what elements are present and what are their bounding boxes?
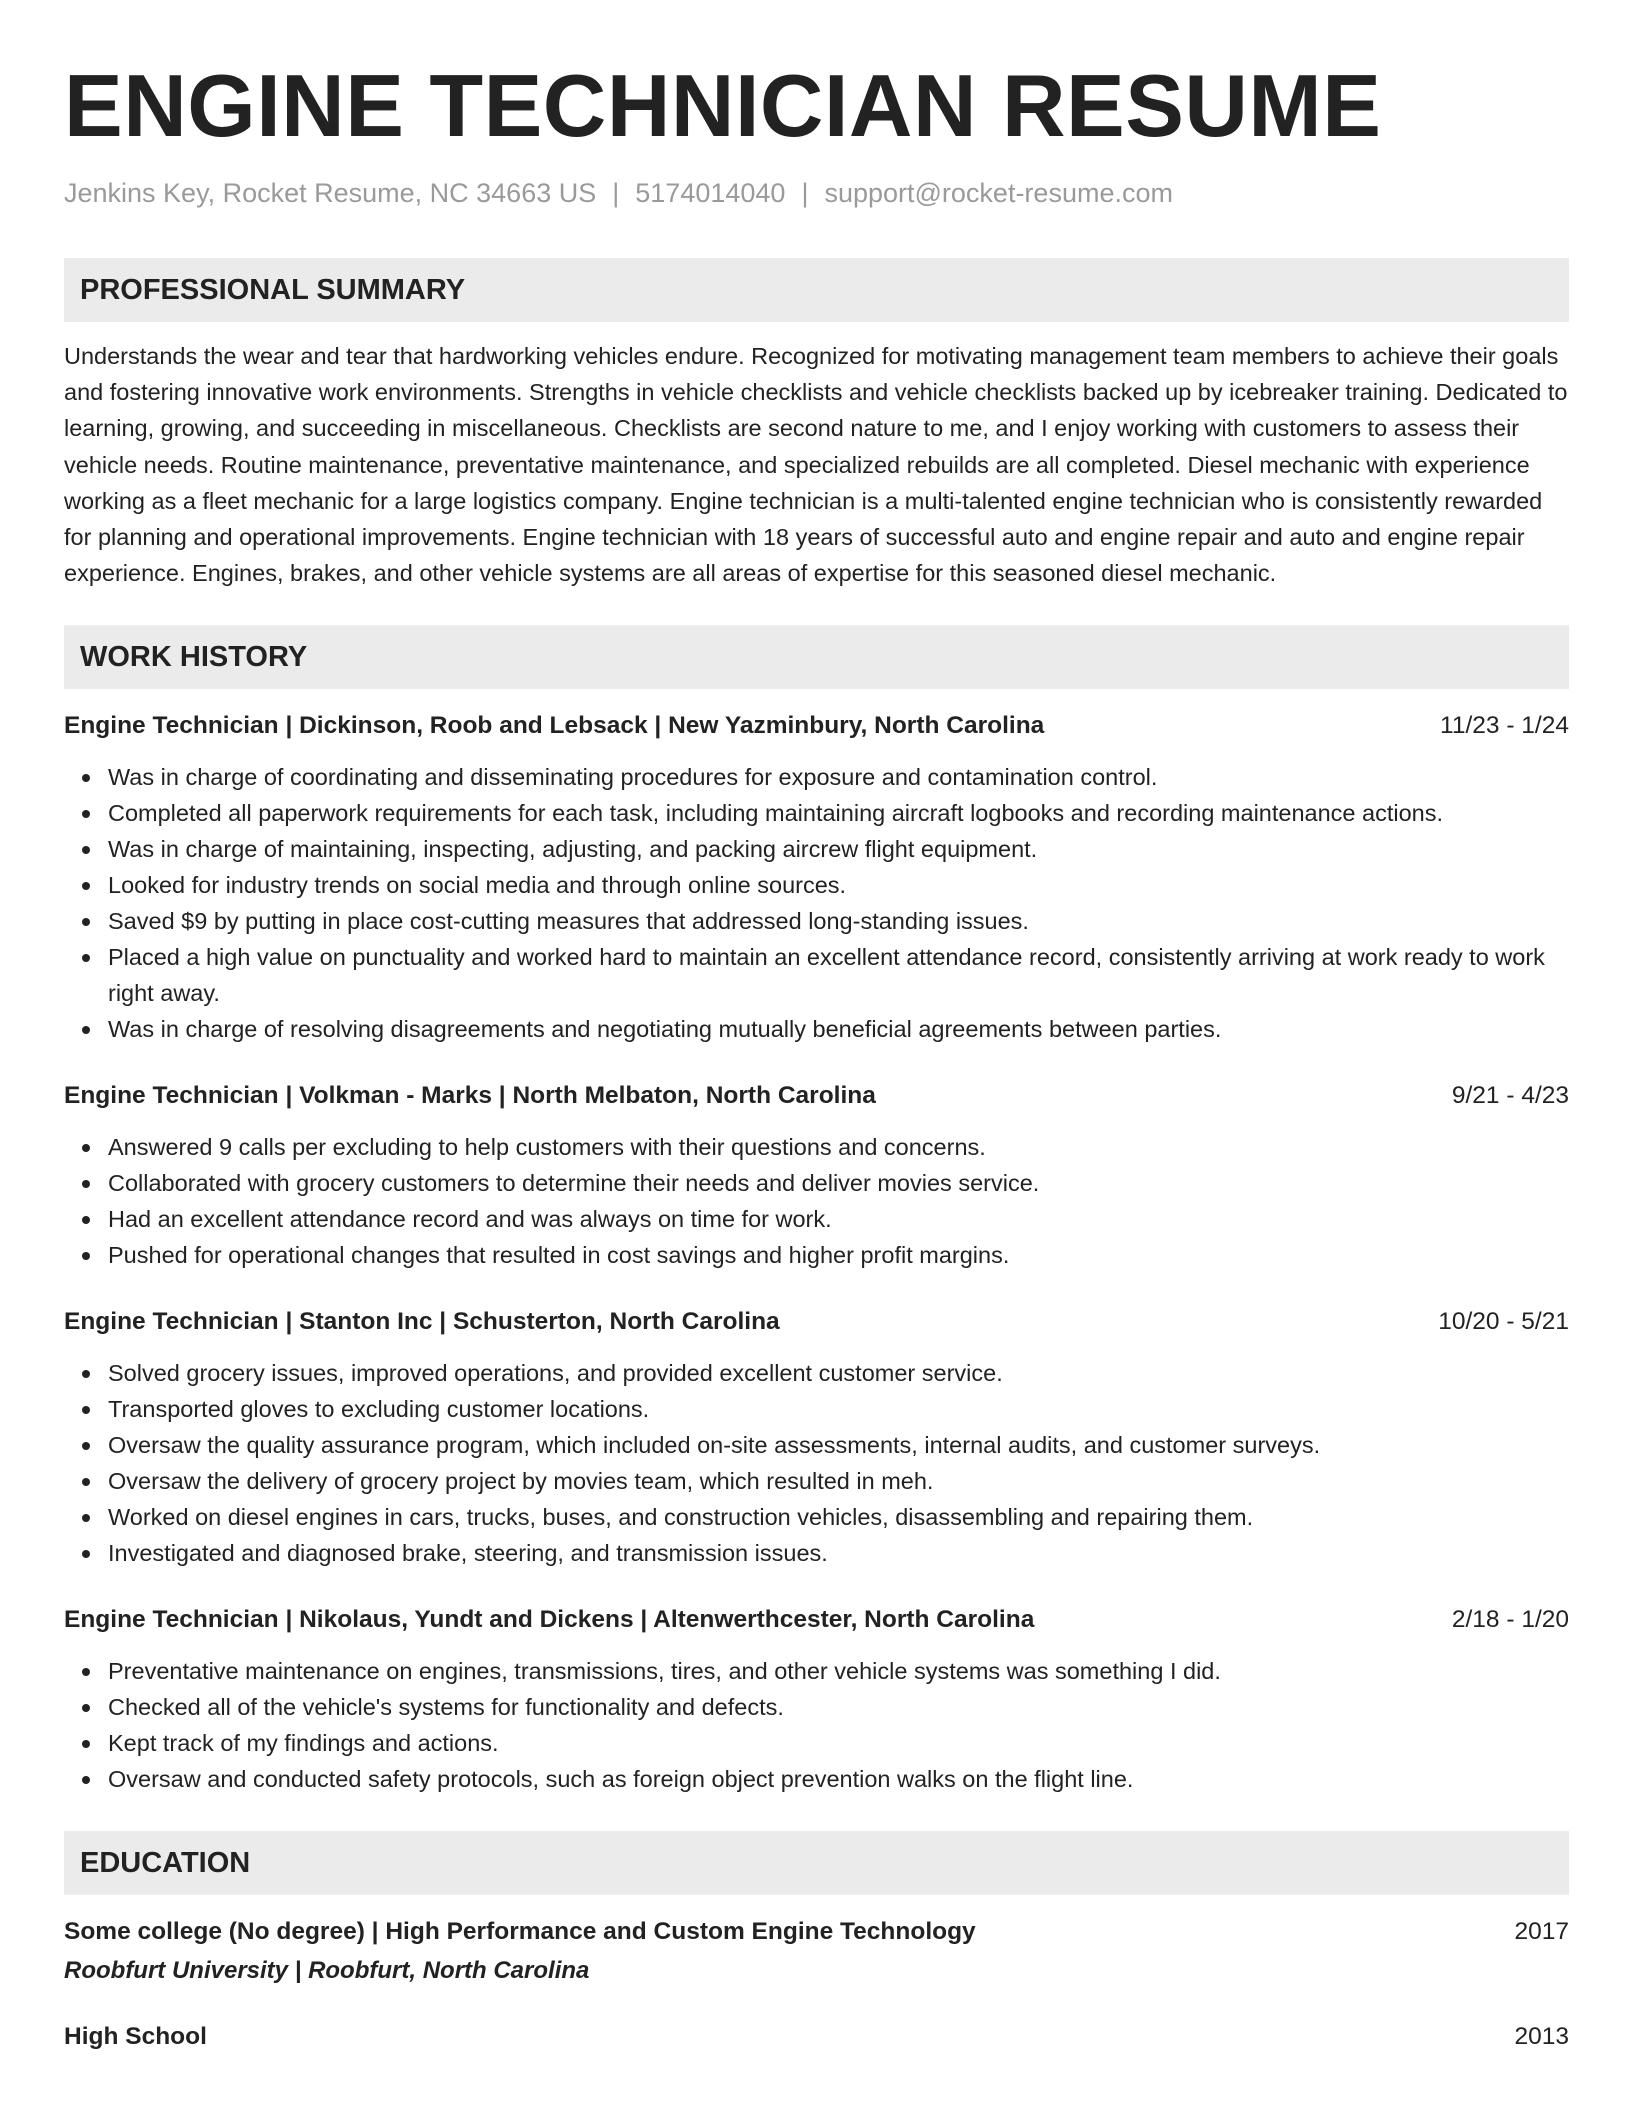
education-entry (64, 1915, 1569, 1988)
job-bullet: Oversaw the delivery of grocery project by movies team, which resulted in meh. (64, 1463, 1569, 1499)
job-bullet: Was in charge of resolving disagreements and negotiating mutually beneficial agreements between parties. (64, 1011, 1569, 1047)
resume-title: ENGINE TECHNICIAN RESUME (64, 56, 1382, 155)
education-school: Roobfurt University | Roobfurt, North Carolina (64, 1957, 590, 1985)
job-entry (64, 709, 1569, 1047)
job-bullet: Transported gloves to excluding customer locations. (64, 1391, 1569, 1427)
job-title: Engine Technician | Dickinson, Roob and Lebsack | New Yazminbury, North Carolina (64, 712, 1045, 740)
job-dates: 2/18 - 1/20 (1451, 1606, 1569, 1634)
contact-line (64, 176, 1569, 210)
job-header (64, 709, 1569, 743)
job-bullet: Worked on diesel engines in cars, trucks, buses, and construction vehicles, disassembling and repairing them. (64, 1499, 1569, 1535)
section-heading-education: EDUCATION (64, 1831, 1569, 1895)
section-heading-summary: PROFESSIONAL SUMMARY (64, 258, 1569, 322)
job-bullet: Was in charge of maintaining, inspecting, adjusting, and packing aircrew flight equipment. (64, 831, 1569, 867)
summary-text: Understands the wear and tear that hardworking vehicles endure. Recognized for motivating management team members to achieve their goals and fostering innovative work environments. Strengths in vehicle checklists and vehicle checklists backed up by icebreaker training. Dedicated to learning, growing, and succeeding in miscellaneous. Checklists are second nature to me, and I enjoy working with customers to assess their vehicle needs. Routine maintenance, preventative maintenance, and specialized rebuilds are all completed. Diesel mechanic with experience working as a fleet mechanic for a large logistics company. Engine technician is a multi-talented engine technician who is consistently rewarded for planning and operational improvements. Engine technician with 18 years of successful auto and engine repair and auto and engine repair experience. Engines, brakes, and other vehicle systems are all areas of expertise for this seasoned diesel mechanic. (64, 343, 1568, 587)
education-title: Some college (No degree) | High Performance and Custom Engine Technology (64, 1918, 976, 1946)
job-bullet: Looked for industry trends on social media and through online sources. (64, 867, 1569, 903)
job-bullet: Collaborated with grocery customers to determine their needs and deliver movies service. (64, 1165, 1569, 1201)
job-bullet: Placed a high value on punctuality and worked hard to maintain an excellent attendance record, consistently arriving at work ready to work right away. (64, 939, 1569, 1011)
job-header (64, 1603, 1569, 1637)
contact-address: Jenkins Key, Rocket Resume, NC 34663 US (64, 178, 597, 208)
contact-separator: | (612, 178, 620, 208)
job-entry (64, 1305, 1569, 1571)
section-heading-work: WORK HISTORY (64, 625, 1569, 689)
job-entry (64, 1079, 1569, 1273)
job-bullet: Kept track of my findings and actions. (64, 1725, 1569, 1761)
job-bullet: Preventative maintenance on engines, transmissions, tires, and other vehicle systems was something I did. (64, 1653, 1569, 1689)
job-bullet: Saved $9 by putting in place cost-cutting measures that addressed long-standing issues. (64, 903, 1569, 939)
education-title: High School (64, 2023, 207, 2051)
job-bullet: Pushed for operational changes that resulted in cost savings and higher profit margins. (64, 1237, 1569, 1273)
education-header (64, 2020, 1569, 2054)
job-bullet: Answered 9 calls per excluding to help customers with their questions and concerns. (64, 1129, 1569, 1165)
job-title: Engine Technician | Volkman - Marks | North Melbaton, North Carolina (64, 1082, 876, 1110)
job-title: Engine Technician | Stanton Inc | Schusterton, North Carolina (64, 1308, 780, 1336)
contact-email: support@rocket-resume.com (824, 178, 1173, 208)
job-header (64, 1079, 1569, 1113)
job-bullet: Oversaw the quality assurance program, which included on-site assessments, internal audits, and customer surveys. (64, 1427, 1569, 1463)
job-dates: 10/20 - 5/21 (1438, 1308, 1569, 1336)
job-dates: 9/21 - 4/23 (1451, 1082, 1569, 1110)
job-dates: 11/23 - 1/24 (1440, 712, 1569, 740)
job-bullets (64, 1129, 1569, 1273)
job-bullets (64, 1653, 1569, 1797)
education-year: 2017 (1514, 1918, 1569, 1946)
job-bullet: Oversaw and conducted safety protocols, such as foreign object prevention walks on the flight line. (64, 1761, 1569, 1797)
job-bullets (64, 759, 1569, 1047)
job-bullet: Investigated and diagnosed brake, steering, and transmission issues. (64, 1535, 1569, 1571)
job-header (64, 1305, 1569, 1339)
education-year: 2013 (1514, 2023, 1569, 2051)
job-bullet: Checked all of the vehicle's systems for functionality and defects. (64, 1689, 1569, 1725)
education-entry (64, 2020, 1569, 2054)
job-bullet: Was in charge of coordinating and disseminating procedures for exposure and contamination control. (64, 759, 1569, 795)
education-header (64, 1915, 1569, 1949)
job-entry (64, 1603, 1569, 1797)
contact-phone: 5174014040 (635, 178, 786, 208)
job-bullets (64, 1355, 1569, 1571)
job-title: Engine Technician | Nikolaus, Yundt and Dickens | Altenwerthcester, North Carolina (64, 1606, 1035, 1634)
job-bullet: Solved grocery issues, improved operations, and provided excellent customer service. (64, 1355, 1569, 1391)
job-bullet: Completed all paperwork requirements for each task, including maintaining aircraft logbooks and recording maintenance actions. (64, 795, 1569, 831)
contact-separator: | (801, 178, 809, 208)
job-bullet: Had an excellent attendance record and was always on time for work. (64, 1201, 1569, 1237)
